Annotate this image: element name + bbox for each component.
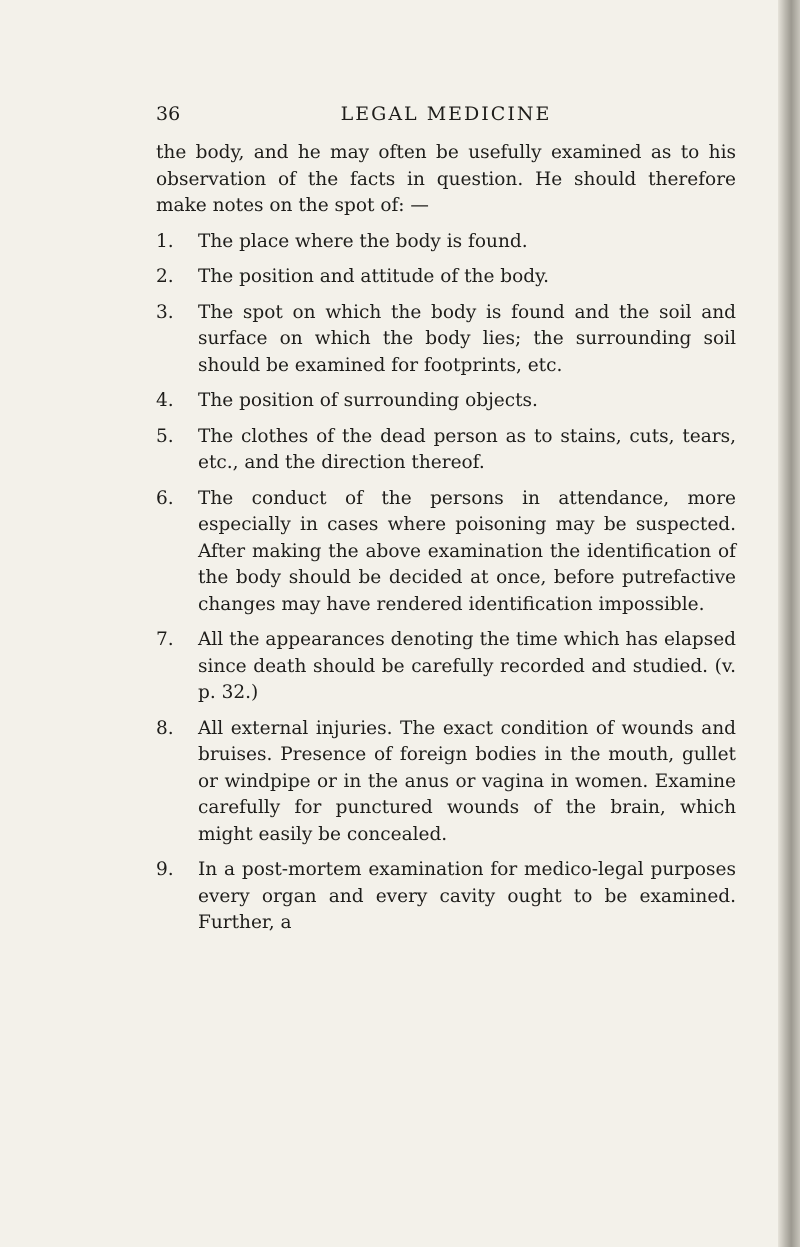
list-item-number: 1.: [156, 230, 174, 252]
list-item: [156, 388, 736, 415]
list-item: [156, 300, 736, 380]
list-item-text: All the appearances denoting the time which has elapsed since death should be carefully recorded and studied. (v. p. 32.): [198, 629, 736, 703]
list-item-text: The position and attitude of the body.: [198, 266, 550, 287]
list-item-text: The place where the body is found.: [198, 230, 528, 252]
list-item-text: The conduct of the persons in attendance, more especially in cases where poisoning may be suspected. After making the above examination the identification of the body should be decided at once, before putrefactive changes may have rendered identification impossible.: [198, 487, 736, 615]
page-number: 36: [156, 103, 181, 125]
list-item: [156, 229, 736, 256]
page-edge-shadow: [778, 0, 800, 1247]
list-item-number: 8.: [156, 717, 174, 739]
list-item-text: The spot on which the body is found and the soil and surface on which the body lies; the surrounding soil should be examined for footprints, etc.: [198, 301, 736, 376]
intro-paragraph: the body, and he may often be usefully examined as to his observation of the facts in question. He should therefore make notes on the spot of: —: [156, 142, 736, 216]
list-item-text: The position of surrounding objects.: [198, 390, 538, 411]
list-item-number: 3.: [156, 301, 174, 323]
list-item-text: All external injuries. The exact condition of wounds and bruises. Presence of foreign bodies in the mouth, gullet or windpipe or in the anus or vagina in women. Examine carefully for punctured wounds of the brain, which might easily be concealed.: [198, 717, 736, 845]
running-title: LEGAL MEDICINE: [340, 103, 552, 125]
list-item: [156, 264, 736, 291]
page-header: [156, 103, 736, 133]
list-item: [156, 424, 736, 477]
list-item-number: 6.: [156, 487, 174, 509]
list-item: [156, 627, 736, 707]
list-item-text: The clothes of the dead person as to stains, cuts, tears, etc., and the direction thereof.: [198, 425, 736, 473]
list-item-number: 7.: [156, 629, 174, 650]
list-item-number: 5.: [156, 425, 174, 447]
list-item-number: 9.: [156, 859, 174, 880]
list-item-number: 2.: [156, 266, 174, 287]
list-item-text: In a post-mortem examination for medico-legal purposes every organ and every cavity ought to be examined. Further, a: [198, 859, 736, 933]
list-item-number: 4.: [156, 390, 174, 411]
list-item: [156, 716, 736, 849]
page-body: [156, 140, 736, 937]
list-item: [156, 486, 736, 619]
list-item: [156, 857, 736, 937]
